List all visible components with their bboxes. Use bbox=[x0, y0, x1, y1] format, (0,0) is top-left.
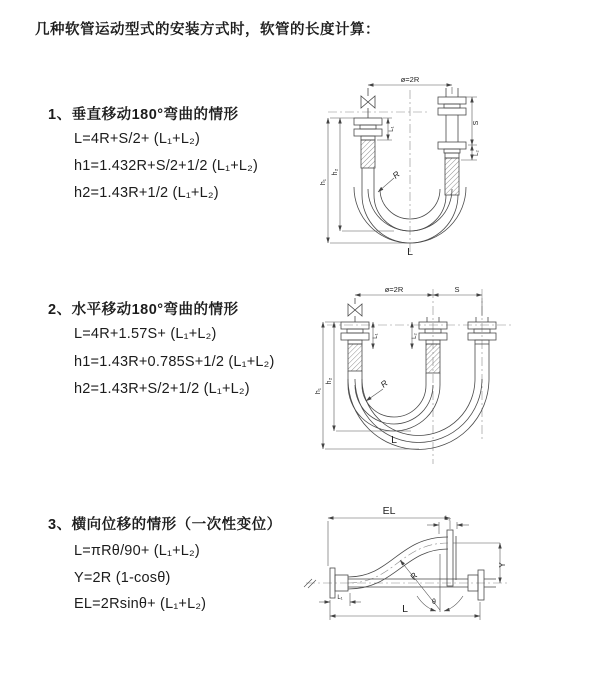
dim-label-l1: L₁ bbox=[389, 126, 395, 132]
dim-label-l: L bbox=[402, 603, 408, 615]
section-3-formula-el: EL=2Rsinθ+ (L₁+L₂) bbox=[74, 596, 207, 612]
section-2-formula-h2: h2=1.43R+S/2+1/2 (L₁+L₂) bbox=[74, 381, 250, 397]
dim-label-r: R bbox=[390, 168, 402, 181]
section-3-formula-y: Y=2R (1-cosθ) bbox=[74, 570, 171, 586]
section-2-formula-h1: h1=1.43R+0.785S+1/2 (L₁+L₂) bbox=[74, 354, 275, 370]
dim-label-s: S bbox=[454, 285, 460, 294]
dim-label-diameter: ø=2R bbox=[384, 285, 404, 294]
diagram-vertical-180-bend bbox=[320, 72, 600, 264]
hose-and-pipes bbox=[304, 530, 496, 612]
section-3-heading: 3、横向位移的情形（一次性变位） bbox=[48, 517, 282, 533]
dim-label-r: R bbox=[407, 570, 420, 582]
dim-label-l1: L₁ bbox=[373, 333, 379, 339]
section-1-formula-l: L=4R+S/2+ (L₁+L₂) bbox=[74, 131, 200, 147]
diagram-lateral-displacement bbox=[300, 498, 600, 646]
section-1-formula-h2: h2=1.43R+1/2 (L₁+L₂) bbox=[74, 185, 219, 201]
diagram-horizontal-180-bend bbox=[315, 283, 600, 468]
dim-label-l1: L₁ bbox=[337, 595, 343, 601]
page-title: 几种软管运动型式的安装方式时，软管的长度计算： bbox=[35, 22, 380, 38]
dim-label-theta: θ bbox=[432, 599, 436, 606]
pipe-break-mark bbox=[304, 579, 316, 588]
section-2-heading: 2、水平移动180°弯曲的情形 bbox=[48, 302, 239, 318]
section-2-formula-l: L=4R+1.57S+ (L₁+L₂) bbox=[74, 326, 217, 342]
dim-label-l2: L₂ bbox=[474, 150, 480, 156]
dim-label-l: L bbox=[391, 434, 397, 446]
braided-section bbox=[361, 140, 375, 168]
dim-label-s: S bbox=[473, 120, 480, 126]
dimension-lines bbox=[323, 295, 482, 449]
dim-label-l2: L₂ bbox=[445, 516, 451, 522]
section-3-formula-l: L=πRθ/90+ (L₁+L₂) bbox=[74, 543, 200, 559]
dim-label-h2: h₂ bbox=[332, 168, 339, 176]
dim-label-diameter: ø=2R bbox=[400, 75, 420, 84]
dim-label-h2: h₂ bbox=[326, 377, 333, 385]
braided-section bbox=[348, 344, 362, 371]
section-1-formula-h1: h1=1.432R+S/2+1/2 (L₁+L₂) bbox=[74, 158, 259, 174]
dim-label-el: EL bbox=[382, 505, 396, 517]
centerlines bbox=[328, 90, 430, 254]
dim-label-r: R bbox=[378, 377, 390, 390]
dim-label-y: Y bbox=[498, 562, 507, 568]
braided-section bbox=[445, 158, 459, 195]
hose-and-pipes bbox=[341, 298, 496, 450]
valve-icon bbox=[361, 96, 375, 108]
dim-label-h1: h₁ bbox=[315, 387, 322, 395]
valve-icon bbox=[348, 304, 362, 316]
braided-section bbox=[426, 344, 440, 373]
centerlines bbox=[327, 289, 511, 464]
dim-label-h1: h₁ bbox=[320, 178, 327, 186]
dim-label-l: L bbox=[407, 246, 413, 258]
section-1-heading: 1、垂直移动180°弯曲的情形 bbox=[48, 107, 239, 123]
dim-label-l2: L₂ bbox=[412, 333, 418, 339]
dimension-lines bbox=[319, 518, 500, 620]
